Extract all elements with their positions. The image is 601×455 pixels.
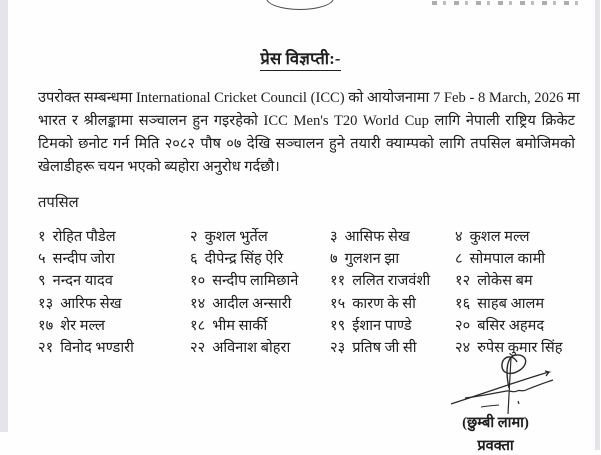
roster-name: नन्दन यादव [52, 273, 113, 290]
press-release-heading [0, 46, 601, 69]
roster-name: सोमपाल कामी [469, 251, 546, 268]
signer-role: प्रवक्ता [477, 438, 514, 454]
roster-number: २४ [455, 339, 471, 356]
roster-number: २३ [330, 339, 346, 356]
roster-name: रुपेस कुमार सिंह [477, 339, 563, 356]
roster-number: २० [455, 317, 471, 334]
signer-name: (छुम्बी लामा) [462, 415, 529, 431]
roster-number: १५ [330, 295, 346, 312]
roster-item [190, 315, 330, 335]
roster-item [455, 293, 583, 313]
roster-number: १० [190, 273, 206, 290]
roster-item [190, 337, 330, 357]
roster-name: बसिर अहमद [477, 317, 545, 334]
signature-block [408, 352, 583, 455]
roster-item [38, 293, 190, 313]
roster-item [455, 226, 583, 246]
roster-name: आदील अन्सारी [212, 295, 292, 312]
roster-item [38, 315, 190, 335]
signature-scribble [421, 352, 571, 416]
roster-number: ४ [455, 229, 463, 245]
roster-item [330, 226, 455, 246]
roster-name: दीपेन्द्र सिंह ऐरि [204, 251, 284, 268]
roster-name: भीम सार्की [212, 317, 268, 334]
roster-grid [38, 226, 583, 359]
roster-item [38, 226, 190, 246]
roster-name: लोकेस बम [477, 273, 533, 290]
roster-item [455, 315, 583, 335]
roster-name: ललित राजवंशी [352, 273, 431, 290]
roster-number: ६ [190, 251, 198, 268]
roster-name: कुशल मल्ल [469, 229, 530, 245]
roster-item [455, 248, 583, 268]
roster-number: २२ [190, 339, 206, 356]
roster-item [330, 315, 455, 335]
roster-number: २ [190, 229, 198, 245]
roster-name: गुलशन झा [344, 251, 400, 268]
roster-item [330, 270, 455, 290]
roster-number: २१ [38, 339, 54, 356]
roster-name: प्रतिष जी सी [352, 339, 417, 356]
roster-number: १९ [330, 317, 346, 334]
roster-number: १८ [190, 317, 206, 334]
roster-item [190, 248, 330, 268]
roster-name: ईशान पाण्डे [352, 317, 412, 334]
roster-name: साहब आलम [477, 295, 545, 312]
paragraph-line: उपरोक्त सम्बन्धमा International Cricket Council (ICC) को आयोजनामा 7 Feb - 8 March, 2026 मा [38, 90, 580, 106]
roster-item [38, 270, 190, 290]
press-release-heading-text: प्रेस विज्ञप्ती:- [260, 49, 340, 71]
paragraph-line: भारत र श्रीलङ्कामा सञ्चालन हुन गइरहेको ICC Men's T20 World Cup लागि नेपाली राष्ट्रिय क्रिकेट [38, 113, 575, 129]
roster-number: ११ [330, 273, 346, 290]
roster-item [330, 293, 455, 313]
paragraph-line: खेलाडीहरू चयन भएको ब्यहोरा अनुरोध गर्दछौ। [38, 159, 280, 175]
roster-number: १६ [455, 295, 471, 312]
roster-number: १७ [38, 317, 54, 334]
roster-item [38, 337, 190, 357]
cropped-text-fragment [432, 1, 578, 5]
roster-number: ९ [38, 273, 46, 290]
cropped-logo-arc [266, 0, 334, 10]
roster-number: १ [38, 229, 46, 245]
roster-name: शेर मल्ल [60, 317, 105, 334]
roster-number: १४ [190, 295, 206, 312]
roster-item [455, 270, 583, 290]
schedule-label: तपसिल [38, 195, 79, 211]
roster-name: सन्दीप जोरा [52, 251, 115, 268]
roster-name: आरिफ सेख [60, 295, 122, 312]
roster-item [38, 248, 190, 268]
roster-number: ३ [330, 229, 338, 245]
roster-number: ८ [455, 251, 463, 268]
roster-name: कुशल भुर्तेल [204, 229, 268, 245]
roster-number: १३ [38, 295, 54, 312]
roster-number: ७ [330, 251, 338, 268]
roster-item [330, 248, 455, 268]
roster-item [190, 270, 330, 290]
roster-name: कारण के सी [352, 295, 416, 312]
body-paragraph [38, 87, 580, 179]
roster-name: रोहित पौडेल [52, 229, 116, 245]
roster-name: अविनाश बोहरा [212, 339, 291, 356]
roster-number: १२ [455, 273, 471, 290]
roster-name: विनोद भण्डारी [60, 339, 134, 356]
paragraph-line: टिमको छनोट गर्न मिति २०८२ पौष ०७ देखि सञ्चालन हुने तयारी क्याम्पको लागि तपसिल बमोजिमको [38, 136, 575, 152]
roster-item [190, 293, 330, 313]
roster-name: आसिफ सेख [344, 229, 410, 245]
roster-item [190, 226, 330, 246]
roster-number: ५ [38, 251, 46, 268]
roster-name: सन्दीप लामिछाने [212, 273, 299, 290]
